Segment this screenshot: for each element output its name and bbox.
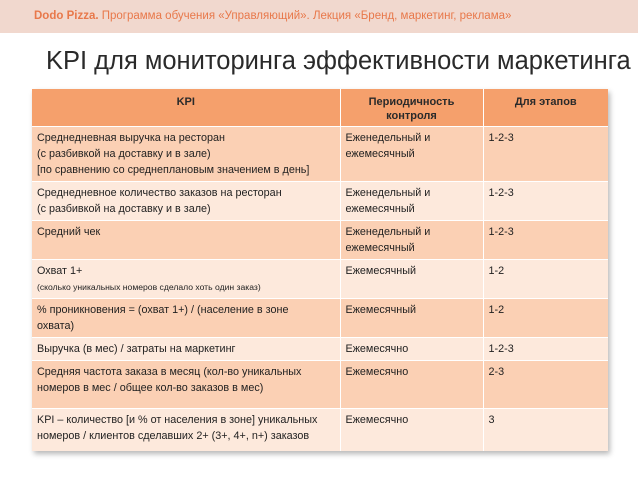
- stages-cell: 2-3: [483, 361, 608, 409]
- kpi-cell: [32, 127, 340, 182]
- kpi-text-line: Среднедневное количество заказов на ресторан: [37, 187, 282, 199]
- period-cell: Ежемесячно: [340, 361, 483, 409]
- table-header-row: [32, 89, 608, 127]
- period-cell: Еженедельный и ежемесячный: [340, 127, 483, 182]
- stages-cell: 1-2-3: [483, 182, 608, 221]
- kpi-table-container: [32, 89, 608, 451]
- kpi-text-line: Средний чек: [37, 226, 101, 238]
- stages-cell: 1-2-3: [483, 338, 608, 361]
- kpi-text-line: KPI – количество [и % от населения в зоне] уникальных: [37, 414, 318, 426]
- column-header-period: Периодичность контроля: [340, 89, 483, 127]
- lecture-subtitle: Программа обучения «Управляющий». Лекция «Бренд, маркетинг, реклама»: [101, 10, 512, 22]
- table-row: [32, 338, 608, 361]
- kpi-cell: [32, 260, 340, 299]
- table-row: [32, 221, 608, 260]
- kpi-text-line: номеров / клиентов сделавших 2+ (3+, 4+, n+) заказов: [37, 430, 310, 442]
- stages-cell: 1-2: [483, 299, 608, 338]
- kpi-cell: [32, 182, 340, 221]
- kpi-text-line: (с разбивкой на доставку и в зале): [37, 203, 211, 215]
- period-cell: Еженедельный и ежемесячный: [340, 182, 483, 221]
- kpi-text-line: Средняя частота заказа в месяц (кол-во уникальных: [37, 366, 302, 378]
- stages-cell: 1-2-3: [483, 221, 608, 260]
- stages-cell: 1-2: [483, 260, 608, 299]
- kpi-text-line: Среднедневная выручка на ресторан: [37, 132, 225, 144]
- kpi-text-line: % проникновения = (охват 1+) / (население в зоне: [37, 304, 289, 316]
- kpi-text-line: Охват 1+: [37, 265, 83, 277]
- kpi-cell: [32, 221, 340, 260]
- table-row: [32, 260, 608, 299]
- kpi-text-line: (с разбивкой на доставку и в зале): [37, 148, 211, 160]
- table-row: [32, 127, 608, 182]
- brand-name: Dodo Pizza.: [34, 10, 99, 22]
- kpi-cell: [32, 409, 340, 451]
- period-cell: Ежемесячно: [340, 338, 483, 361]
- stages-cell: 3: [483, 409, 608, 451]
- kpi-table: [32, 89, 608, 451]
- table-row: [32, 361, 608, 409]
- kpi-note: (сколько уникальных номеров сделало хоть один заказ): [37, 282, 261, 292]
- table-row: [32, 182, 608, 221]
- period-cell: Ежемесячный: [340, 260, 483, 299]
- kpi-cell: [32, 361, 340, 409]
- column-header-kpi: KPI: [32, 89, 340, 127]
- period-cell: Еженедельный и ежемесячный: [340, 221, 483, 260]
- kpi-text-line: номеров в мес / общее кол-во заказов в мес): [37, 382, 264, 394]
- kpi-cell: [32, 299, 340, 338]
- kpi-text-line: охвата): [37, 320, 75, 332]
- table-row: [32, 409, 608, 451]
- kpi-text-line: Выручка (в мес) / затраты на маркетинг: [37, 343, 236, 355]
- table-body: [32, 127, 608, 451]
- page-title: KPI для мониторинга эффективности маркетинга: [46, 47, 631, 75]
- kpi-text-line: [по сравнению со среднеплановым значением в день]: [37, 164, 310, 176]
- column-header-stages: Для этапов: [483, 89, 608, 127]
- kpi-cell: [32, 338, 340, 361]
- period-cell: Ежемесячно: [340, 409, 483, 451]
- header-bar: [0, 0, 638, 33]
- stages-cell: 1-2-3: [483, 127, 608, 182]
- period-cell: Ежемесячный: [340, 299, 483, 338]
- table-row: [32, 299, 608, 338]
